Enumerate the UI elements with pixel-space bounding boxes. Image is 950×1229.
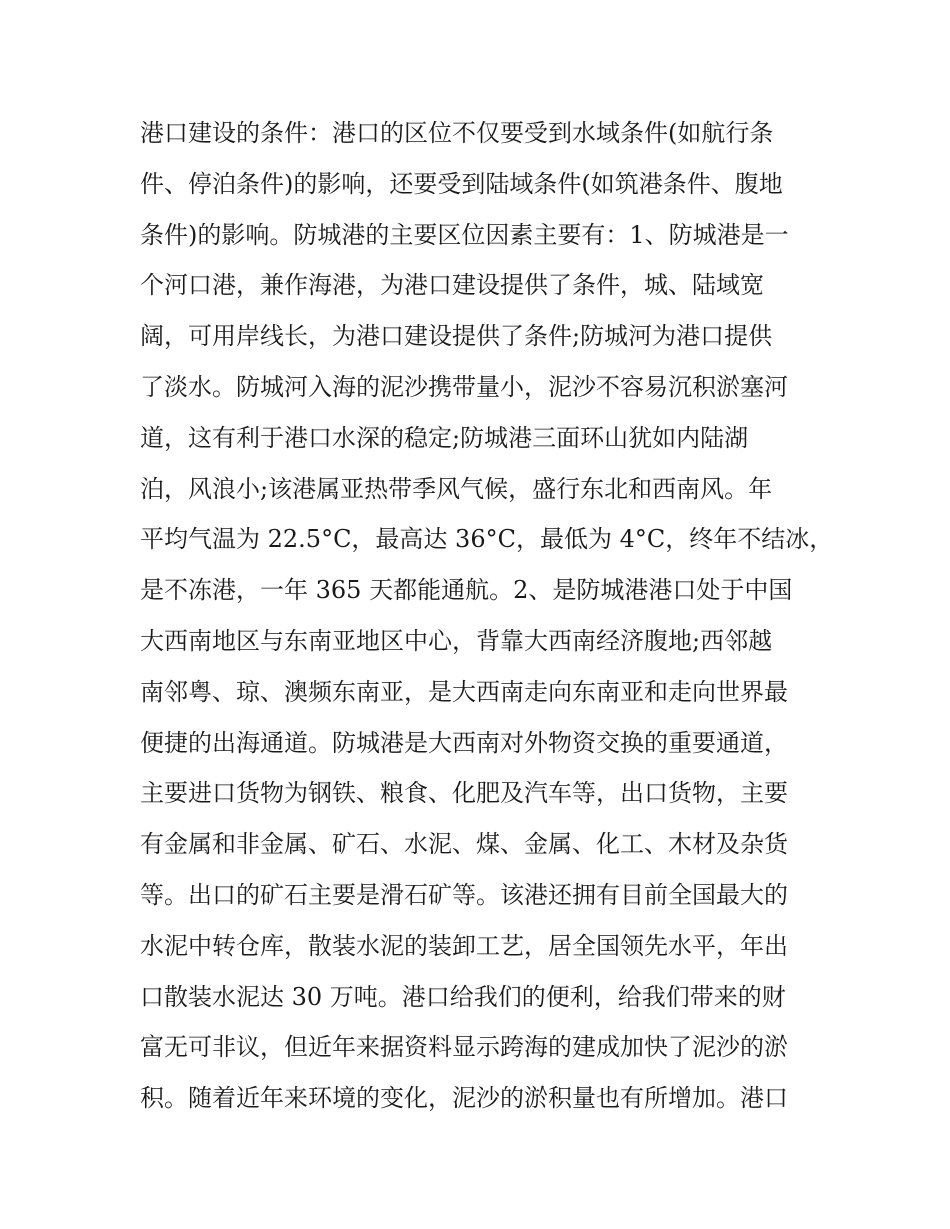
text-line: 件、停泊条件)的影响，还要受到陆域条件(如筑港条件、腹地 bbox=[140, 169, 783, 198]
text-line: 有金属和非金属、矿石、水泥、煤、金属、化工、木材及杂货 bbox=[140, 830, 788, 859]
text-line: 泊，风浪小;该港属亚热带季风气候，盛行东北和西南风。年 bbox=[140, 474, 773, 503]
text-line: 平均气温为 22.5°C，最高达 36°C，最低为 4°C，终年不结冰， bbox=[140, 525, 834, 554]
body-paragraph bbox=[140, 108, 834, 1124]
text-line: 南邻粤、琼、澳频东南亚，是大西南走向东南亚和走向世界最 bbox=[140, 677, 788, 706]
text-line: 港口建设的条件：港口的区位不仅要受到水域条件(如航行条 bbox=[140, 119, 774, 147]
text-line: 个河口港，兼作海港，为港口建设提供了条件，城、陆域宽 bbox=[140, 271, 764, 300]
text-line: 主要进口货物为钢铁、粮食、化肥及汽车等，出口货物，主要 bbox=[140, 779, 788, 808]
text-line: 大西南地区与东南亚地区中心，背靠大西南经济腹地;西邻越 bbox=[140, 626, 773, 655]
text-line: 阔，可用岸线长，为港口建设提供了条件;防城河为港口提供 bbox=[140, 322, 773, 351]
text-line: 条件)的影响。防城港的主要区位因素主要有：1、防城港是一 bbox=[140, 220, 789, 249]
text-line: 富无可非议，但近年来据资料显示跨海的建成加快了泥沙的淤 bbox=[140, 1033, 788, 1062]
text-line: 口散装水泥达 30 万吨。港口给我们的便利，给我们带来的财 bbox=[140, 982, 786, 1011]
text-line: 道，这有利于港口水深的稳定;防城港三面环山犹如内陆湖 bbox=[140, 423, 749, 452]
text-line: 了淡水。防城河入海的泥沙携带量小，泥沙不容易沉积淤塞河 bbox=[140, 372, 788, 401]
text-line: 便捷的出海通道。防城港是大西南对外物资交换的重要通道， bbox=[140, 728, 788, 757]
text-line: 积。随着近年来环境的变化，泥沙的淤积量也有所增加。港口 bbox=[140, 1084, 788, 1113]
text-line: 等。出口的矿石主要是滑石矿等。该港还拥有目前全国最大的 bbox=[140, 880, 788, 909]
text-line: 是不冻港，一年 365 天都能通航。2、是防城港港口处于中国 bbox=[140, 576, 793, 605]
text-line: 水泥中转仓库，散装水泥的装卸工艺，居全国领先水平，年出 bbox=[140, 931, 788, 960]
